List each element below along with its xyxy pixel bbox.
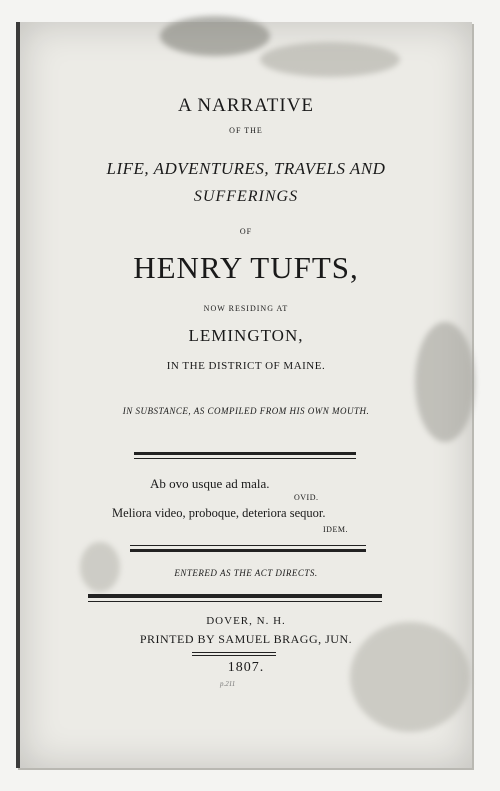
title-line-2: OF THE (229, 126, 263, 135)
entered-note: ENTERED AS THE ACT DIRECTS. (174, 568, 318, 578)
epigraph-attribution-2: IDEM. (323, 525, 348, 534)
title-line-5: OF (239, 227, 253, 236)
double-rule-top-thin (134, 458, 356, 459)
imprint-place: DOVER, N. H. (206, 615, 286, 627)
double-rule-bottom-thin (130, 545, 366, 546)
title-line-4: SUFFERINGS (193, 188, 299, 205)
title-line-3: LIFE, ADVENTURES, TRAVELS AND (106, 159, 386, 178)
epigraph-attribution-1: OVID. (294, 493, 319, 502)
small-rule-bottom (192, 655, 276, 656)
paper-stain (160, 16, 270, 56)
title-line-1: A NARRATIVE (177, 95, 315, 116)
heavy-rule (88, 594, 382, 598)
heavy-rule-thin (88, 601, 382, 602)
double-rule-top (134, 452, 356, 455)
epigraph-quote-1: Ab ovo usque ad mala. (150, 476, 270, 491)
compiled-note: IN SUBSTANCE, AS COMPILED FROM HIS OWN MOUTH. (122, 406, 370, 416)
author-name: HENRY TUFTS, (133, 250, 359, 285)
imprint-printer: PRINTED BY SAMUEL BRAGG, JUN. (139, 632, 353, 646)
paper-stain (80, 542, 120, 592)
title-page (16, 22, 472, 768)
paper-stain (260, 42, 400, 77)
double-rule-bottom (130, 549, 366, 552)
residence-place: LEMINGTON, (188, 326, 304, 345)
epigraph-quote-2: Meliora video, proboque, deteriora sequor. (112, 506, 326, 520)
handwritten-annotation: p.211 (220, 680, 236, 688)
small-rule-top (192, 652, 276, 653)
imprint-year: 1807. (227, 660, 265, 675)
residence-district: IN THE DISTRICT OF MAINE. (166, 360, 326, 372)
residence-intro: NOW RESIDING AT (203, 304, 289, 313)
